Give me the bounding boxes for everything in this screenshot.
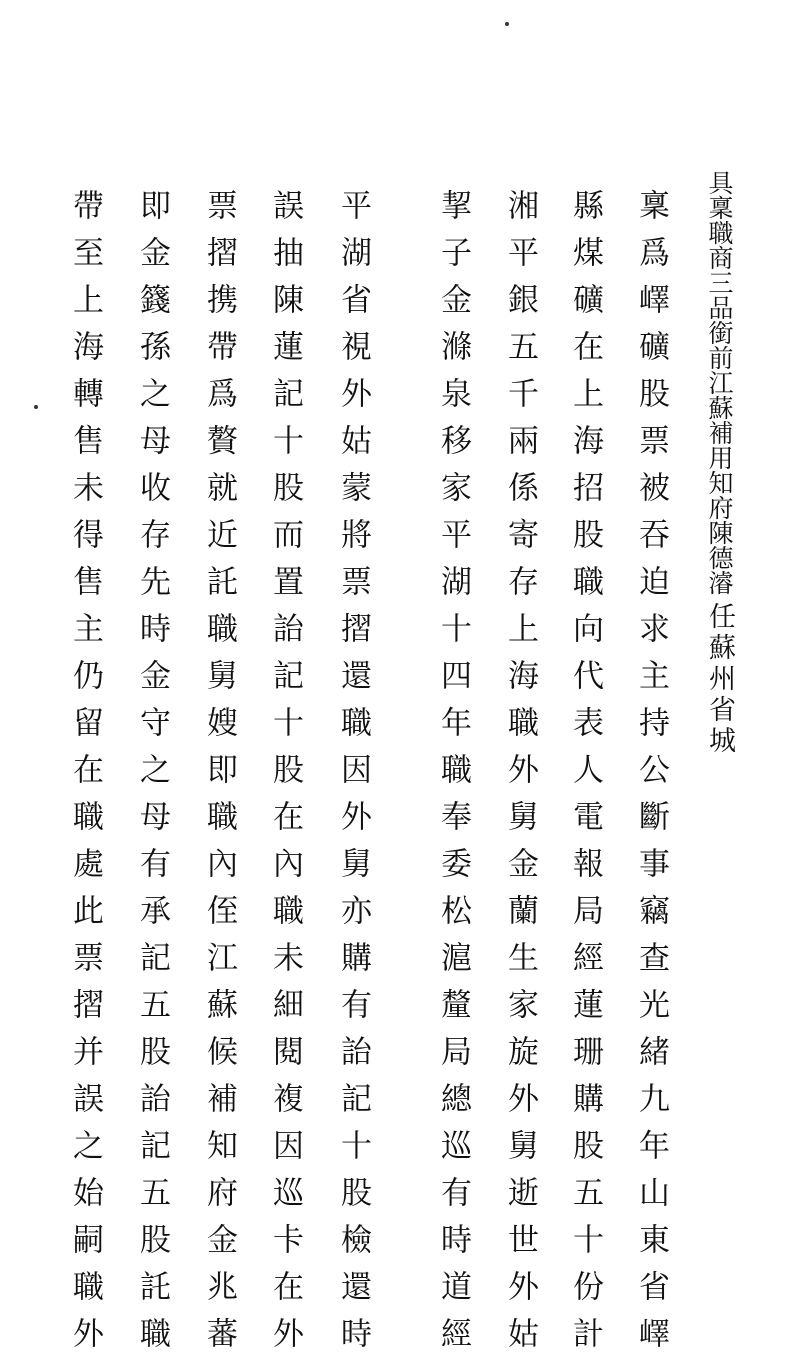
ink-speck [34,405,38,409]
text-column: 帶至上海轉售未得售主仍留在職處此票摺并誤之始嗣職外 [67,189,103,1364]
petition-header-office-column: 任蘇州省城 [704,602,735,757]
text-column: 誤抽陳蓮記十股而置詒記十股在內職未細閱複因巡卡在外 [267,189,303,1364]
petition-header-column: 具稟職商三品銜前江蘇補用知府陳德濬 [705,170,734,595]
text-column: 縣煤礦在上海招股職向代表人電報局經蓮珊購股五十份計 [567,189,603,1364]
text-column: 票摺携帶爲贅就近託職舅嫂即職內侄江蘇候補知府金兆蕃 [201,189,237,1364]
text-column: 挈子金滌泉移家平湖十四年職奉委松滬釐局總巡有時道經 [435,189,471,1364]
ink-speck [505,22,509,26]
text-column: 稟爲嶧礦股票被吞迫求主持公斷事竊查光緒九年山東省嶧 [633,189,669,1364]
text-column: 即金籛孫之母收存先時金守之母有承記五股詒記五股託職 [134,189,170,1364]
text-column: 湘平銀五千兩係寄存上海職外舅金蘭生家旋外舅逝世外姑 [502,189,538,1364]
text-column: 平湖省視外姑蒙將票摺還職因外舅亦購有詒記十股檢還時 [335,189,371,1364]
